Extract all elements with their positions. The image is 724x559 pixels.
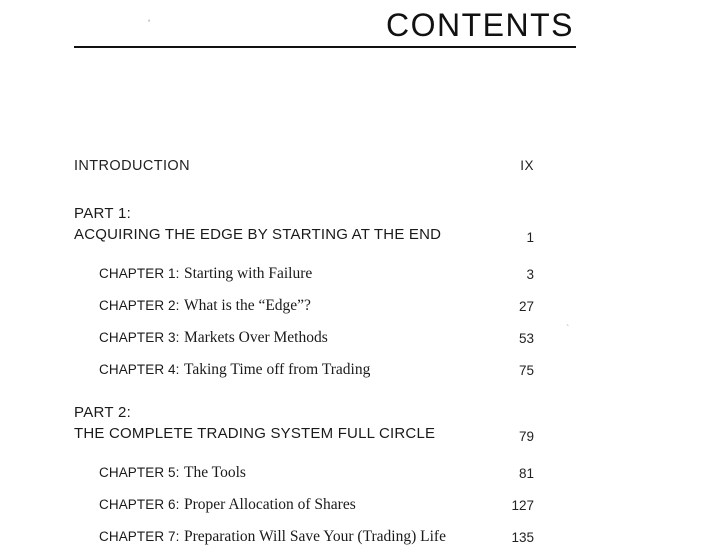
part-1-title: ACQUIRING THE EDGE BY STARTING AT THE END	[74, 226, 442, 243]
part-2-title: THE COMPLETE TRADING SYSTEM FULL CIRCLE	[74, 425, 436, 442]
part-2-page-number: 79	[518, 429, 534, 444]
chapter-7-number: CHAPTER 7:	[99, 529, 180, 544]
toc-entry-chapter-3[interactable]	[99, 328, 534, 347]
chapter-2-page-number: 27	[518, 299, 534, 314]
section-spacer	[74, 379, 534, 403]
page-title: CONTENTS	[386, 7, 574, 43]
part-1-title-row	[74, 224, 534, 246]
toc-entry-chapter-2[interactable]	[99, 296, 534, 315]
chapter-7-page-number: 135	[511, 530, 534, 545]
chapter-1-title: Starting with Failure	[183, 265, 313, 282]
part-2-number: PART 2:	[74, 404, 132, 421]
page-header	[74, 6, 576, 48]
part-1-page-number: 1	[526, 230, 534, 245]
chapter-4-page-number: 75	[518, 363, 534, 378]
toc-part-2[interactable]	[74, 403, 534, 445]
chapter-5-page-number: 81	[518, 466, 534, 481]
chapter-3-title: Markets Over Methods	[183, 329, 328, 346]
chapter-2-number: CHAPTER 2:	[99, 298, 180, 313]
toc-entry-chapter-7[interactable]	[99, 527, 534, 546]
header-divider	[74, 46, 576, 48]
stray-pen-mark: '	[148, 18, 151, 30]
toc-entry-chapter-1[interactable]	[99, 264, 534, 283]
chapter-6-title: Proper Allocation of Shares	[183, 496, 356, 513]
stray-margin-mark: `	[566, 324, 570, 335]
table-of-contents	[74, 158, 570, 546]
toc-entry-chapter-6[interactable]	[99, 495, 534, 514]
part-2-title-row	[74, 423, 534, 445]
chapter-3-number: CHAPTER 3:	[99, 330, 180, 345]
chapter-6-number: CHAPTER 6:	[99, 497, 180, 512]
chapter-5-number: CHAPTER 5:	[99, 465, 180, 480]
chapter-5-title: The Tools	[183, 464, 246, 481]
toc-entry-chapter-4[interactable]	[99, 360, 534, 379]
toc-entry-introduction[interactable]	[74, 158, 534, 176]
chapter-4-number: CHAPTER 4:	[99, 362, 180, 377]
introduction-label: INTRODUCTION	[74, 158, 190, 174]
chapter-7-title: Preparation Will Save Your (Trading) Life	[183, 528, 446, 545]
chapter-2-title: What is the “Edge”?	[183, 297, 311, 314]
chapter-1-page-number: 3	[526, 267, 534, 282]
toc-entry-chapter-5[interactable]	[99, 463, 534, 482]
chapter-3-page-number: 53	[518, 331, 534, 346]
chapter-4-title: Taking Time off from Trading	[183, 361, 371, 378]
introduction-page-number: IX	[520, 158, 534, 173]
part-1-number: PART 1:	[74, 205, 132, 222]
toc-part-1[interactable]	[74, 204, 534, 246]
chapter-6-page-number: 127	[511, 498, 534, 513]
chapter-1-number: CHAPTER 1:	[99, 266, 180, 281]
